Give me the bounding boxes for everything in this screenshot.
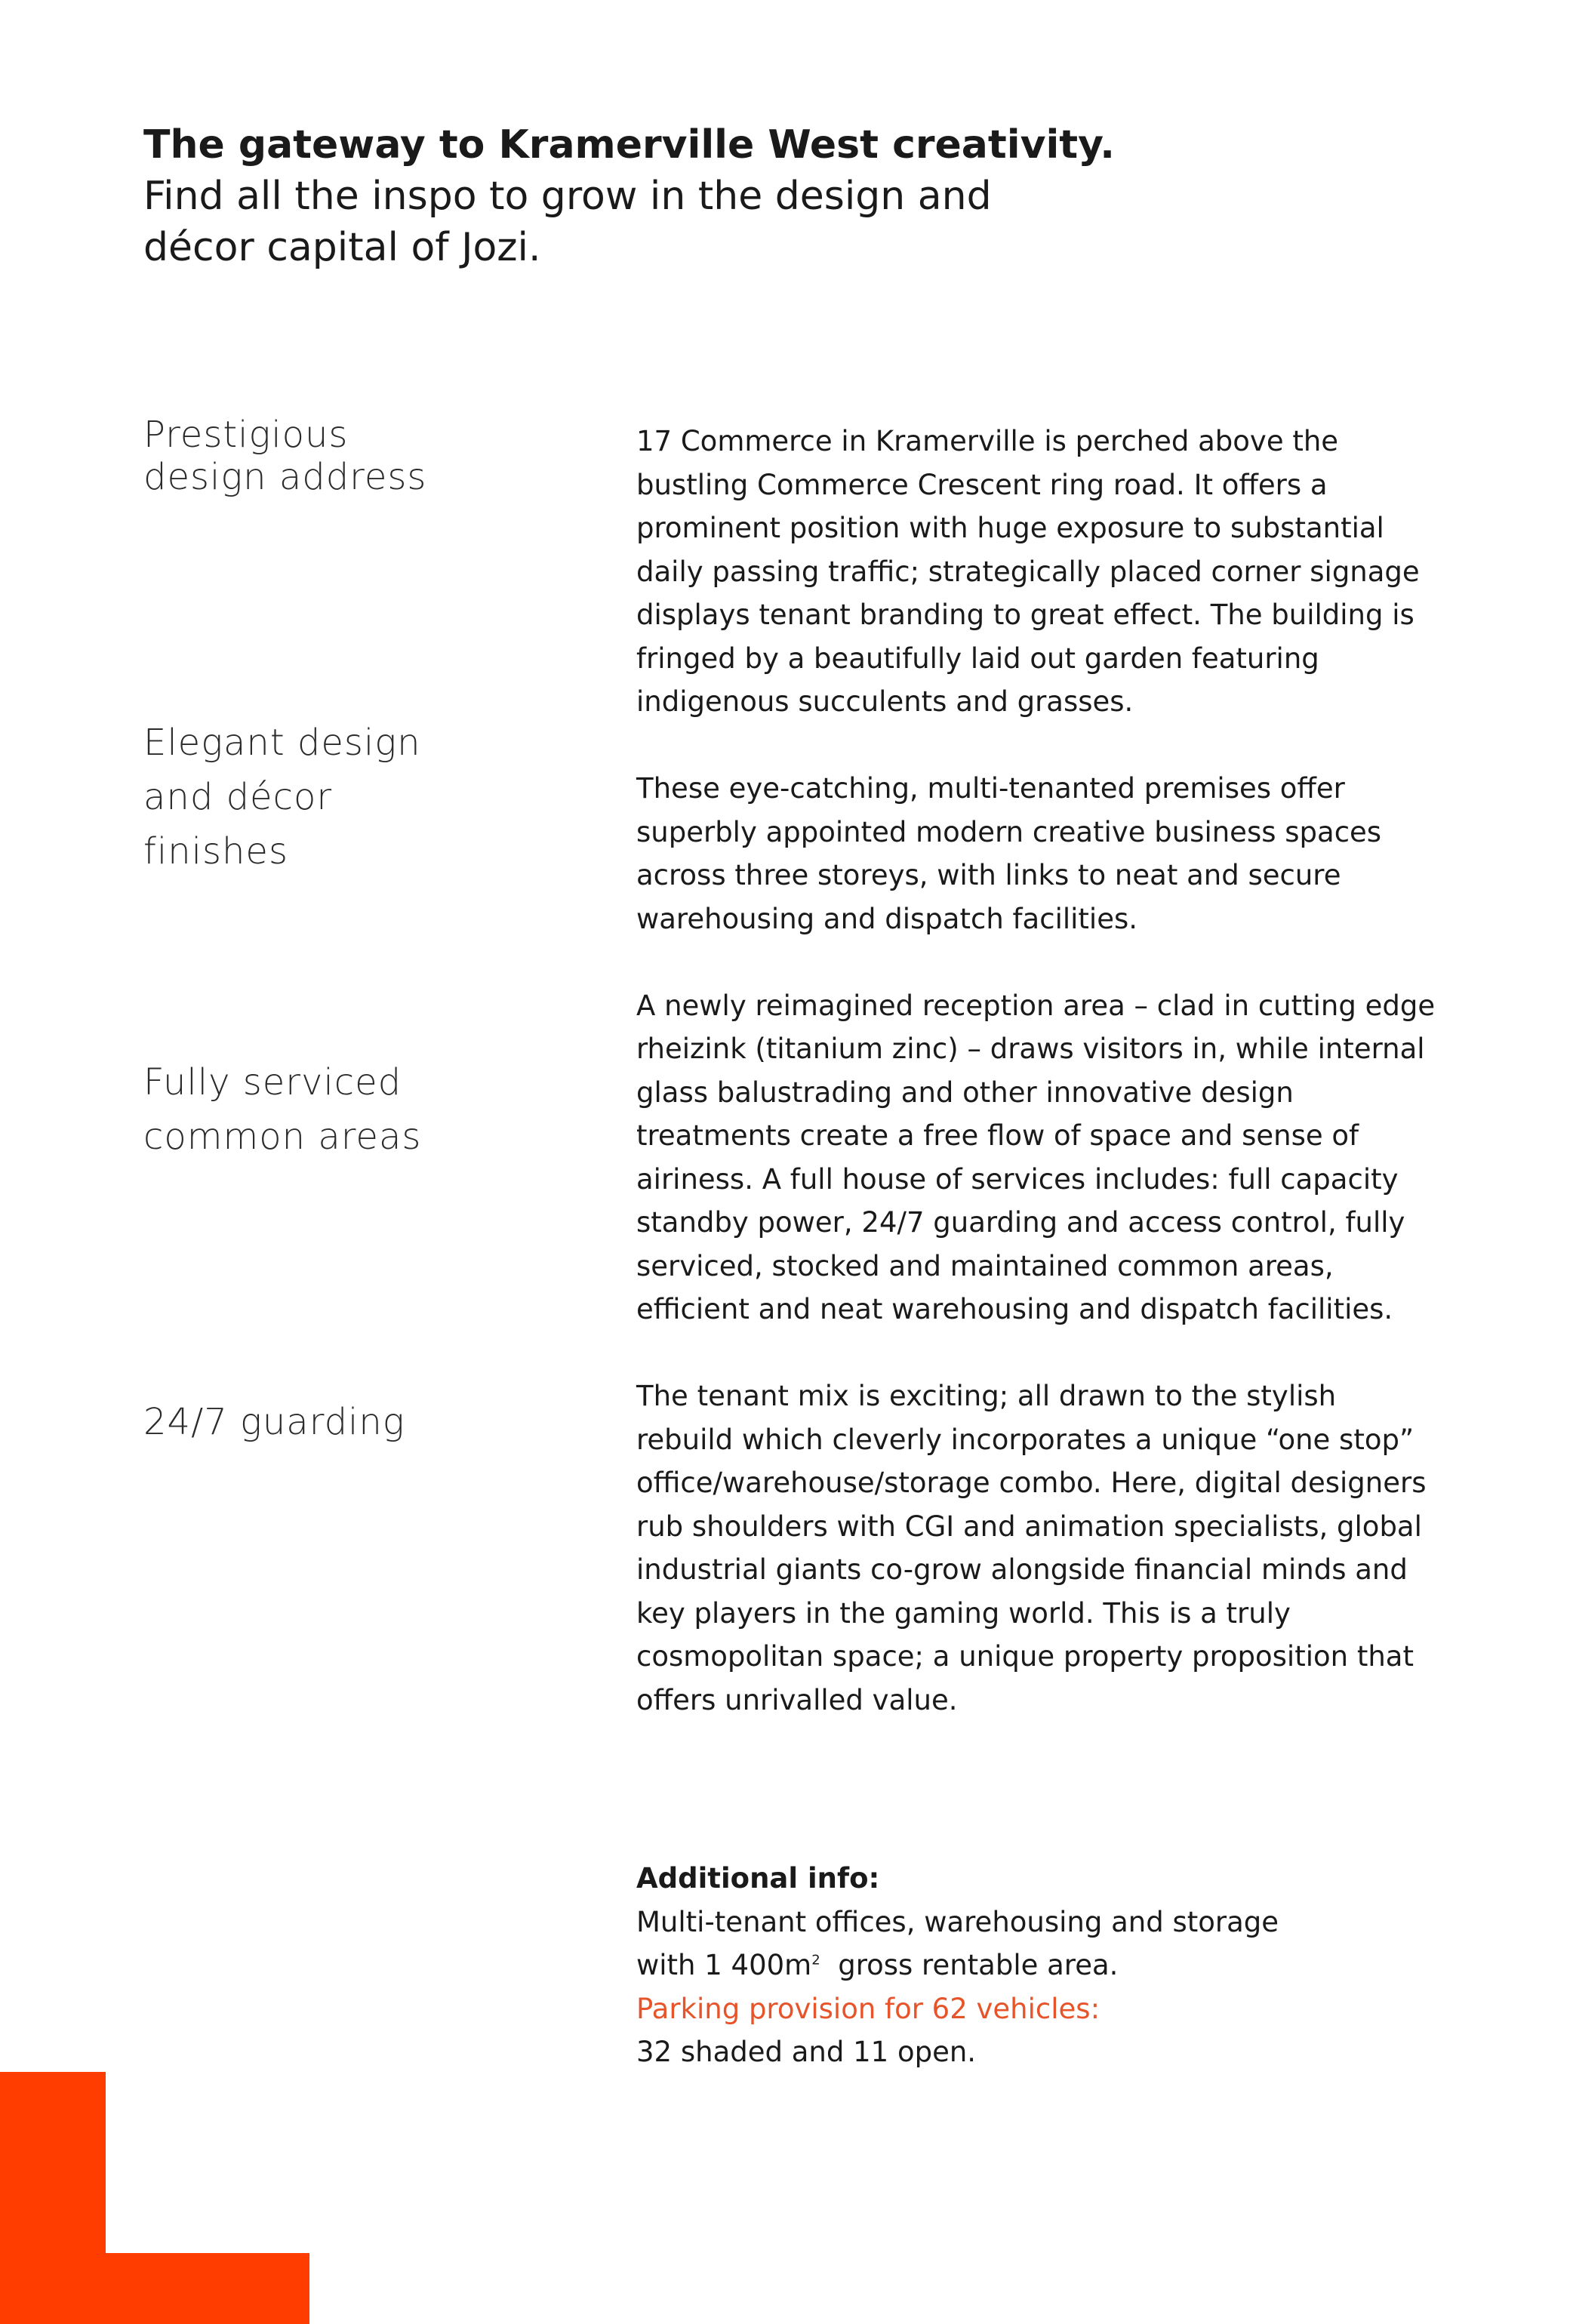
feature-line: finishes	[143, 830, 288, 873]
area-prefix: with 1 400m	[636, 1949, 812, 1981]
headline	[143, 119, 1200, 273]
corner-brand-mark	[0, 2072, 309, 2324]
feature-guarding	[143, 1395, 566, 1449]
feature-line: Elegant design	[143, 722, 421, 764]
additional-info	[636, 1857, 1436, 2074]
additional-info-offices: Multi-tenant offices, warehousing and storage	[636, 1905, 1279, 1938]
headline-sub-line-1: Find all the inspo to grow in the design and	[143, 174, 992, 219]
brand-mark-horizontal-bar	[0, 2253, 309, 2324]
body-text	[636, 420, 1436, 1765]
area-superscript: 2	[811, 1952, 820, 1968]
feature-line: and décor	[143, 776, 333, 818]
parking-provision: Parking provision for 62 vehicles:	[636, 1992, 1100, 2025]
body-paragraph-premises: These eye-catching, multi-tenanted premises offer superbly appointed modern creative business spaces across three storeys, with links to neat and secure warehousing and dispatch facilities.	[636, 772, 1382, 935]
feature-line: design address	[143, 456, 427, 498]
body-paragraph-tenant-mix: The tenant mix is exciting; all drawn to the stylish rebuild which cleverly incorporates a unique “one stop” office/warehouse/storage combo. Here, digital designers rub shoulders with CGI and animation specialists, global industrial giants co-grow alongside financial minds and key players in the gaming world. This is a truly cosmopolitan space; a unique property proposition that offers unrivalled value.	[636, 1380, 1427, 1716]
feature-line: 24/7 guarding	[143, 1401, 405, 1443]
body-paragraph-reception: A newly reimagined reception area – clad in cutting edge rheizink (titanium zinc) – draws visitors in, while internal glass balustrading and other innovative design treatments create a free flow of space and sense of airiness. A full house of services includes: full capacity standby power, 24/7 guarding and access control, fully serviced, stocked and maintained common areas, efficient and neat warehousing and dispatch facilities.	[636, 989, 1436, 1325]
additional-info-area	[636, 1944, 1436, 1987]
headline-sub-line-2: décor capital of Jozi.	[143, 225, 541, 270]
feature-line: common areas	[143, 1116, 422, 1158]
area-suffix: gross rentable area.	[820, 1949, 1119, 1981]
feature-line: Fully serviced	[143, 1061, 402, 1104]
additional-info-title: Additional info:	[636, 1862, 880, 1895]
body-paragraph-location: 17 Commerce in Kramerville is perched above the bustling Commerce Crescent ring road. It offers a prominent position with huge exposure to substantial daily passing traffic; strategically placed corner signage displays tenant branding to great effect. The building is fringed by a beautifully laid out garden featuring indigenous succulents and grasses.	[636, 425, 1420, 718]
parking-detail: 32 shaded and 11 open.	[636, 2036, 977, 2068]
feature-elegant-design-finishes	[143, 716, 566, 879]
feature-fully-serviced-common-areas	[143, 1055, 566, 1164]
headline-lead: The gateway to Kramerville West creativity.	[143, 122, 1116, 168]
feature-line: Prestigious	[143, 414, 349, 456]
feature-prestigious-design-address	[143, 414, 566, 498]
